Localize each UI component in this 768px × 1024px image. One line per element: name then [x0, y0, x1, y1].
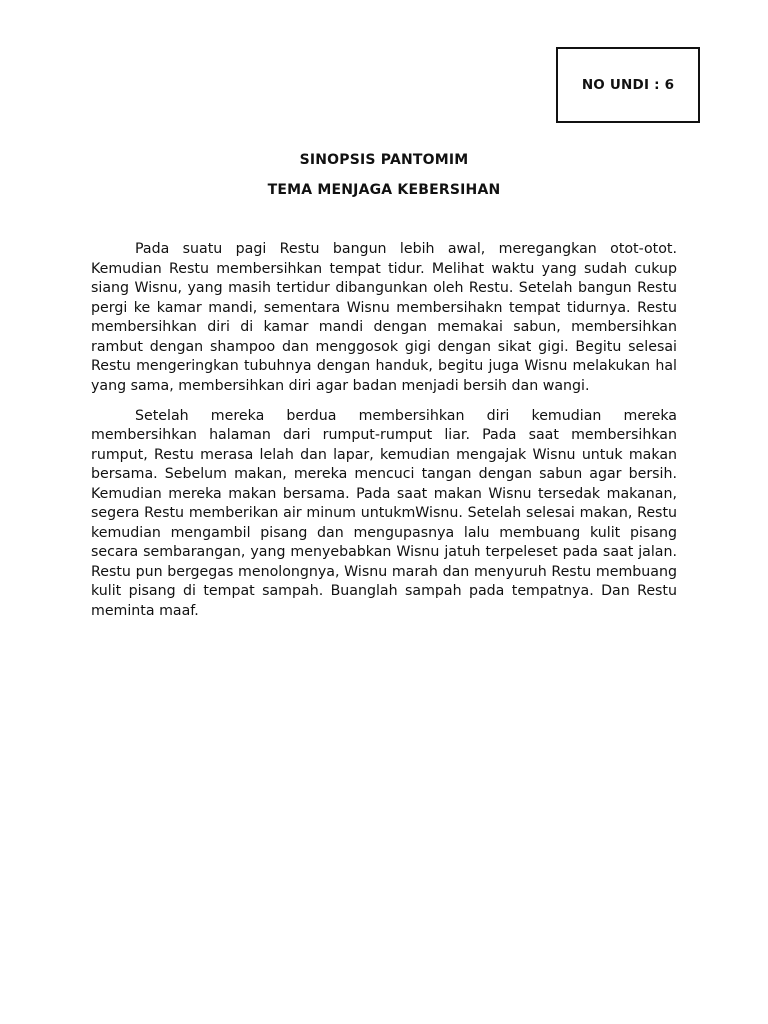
paragraph-1: Pada suatu pagi Restu bangun lebih awal, meregangkan otot-otot. Kemudian Restu membersihkan tempat tidur. Melihat waktu yang sudah cukup siang Wisnu, yang masih tertidur dibangunkan oleh Restu. Setelah bangun Restu pergi ke kamar mandi, sementara Wisnu membersihakn tempat tidurnya. Restu membersihkan diri di kamar mandi dengan memakai sabun, membersihkan rambut dengan shampoo dan menggosok gigi dengan sikat gigi. Begitu selesai Restu mengeringkan tubuhnya dengan handuk, begitu juga Wisnu melakukan hal yang sama, membersihkan diri agar badan menjadi bersih dan wangi. [91, 241, 677, 394]
draw-number-label: NO UNDI : 6 [581, 77, 675, 93]
paragraph-2: Setelah mereka berdua membersihkan diri kemudian mereka membersihkan halaman dari rumput-rumput liar. Pada saat membersihkan rumput, Restu merasa lelah dan lapar, kemudian mengajak Wisnu untuk makan bersama. Sebelum makan, mereka mencuci tangan dengan sabun agar bersih. Kemudian mereka makan bersama. Pada saat makan Wisnu tersedak makanan, segera Restu memberikan air minum untukmWisnu. Setelah selesai makan, Restu kemudian mengambil pisang dan mengupasnya lalu membuang kulit pisang secara sembarangan, yang menyebabkan Wisnu jatuh terpeleset pada saat jalan. Restu pun bergegas menolongnya, Wisnu marah dan menyuruh Restu membuang kulit pisang di tempat sampah. Buanglah sampah pada tempatnya. Dan Restu meminta maaf. [91, 407, 677, 619]
document-title: SINOPSIS PANTOMIM [299, 152, 469, 168]
document-subtitle: TEMA MENJAGA KEBERSIHAN [267, 182, 501, 198]
synopsis-body [91, 240, 677, 632]
draw-number-box [556, 47, 700, 123]
